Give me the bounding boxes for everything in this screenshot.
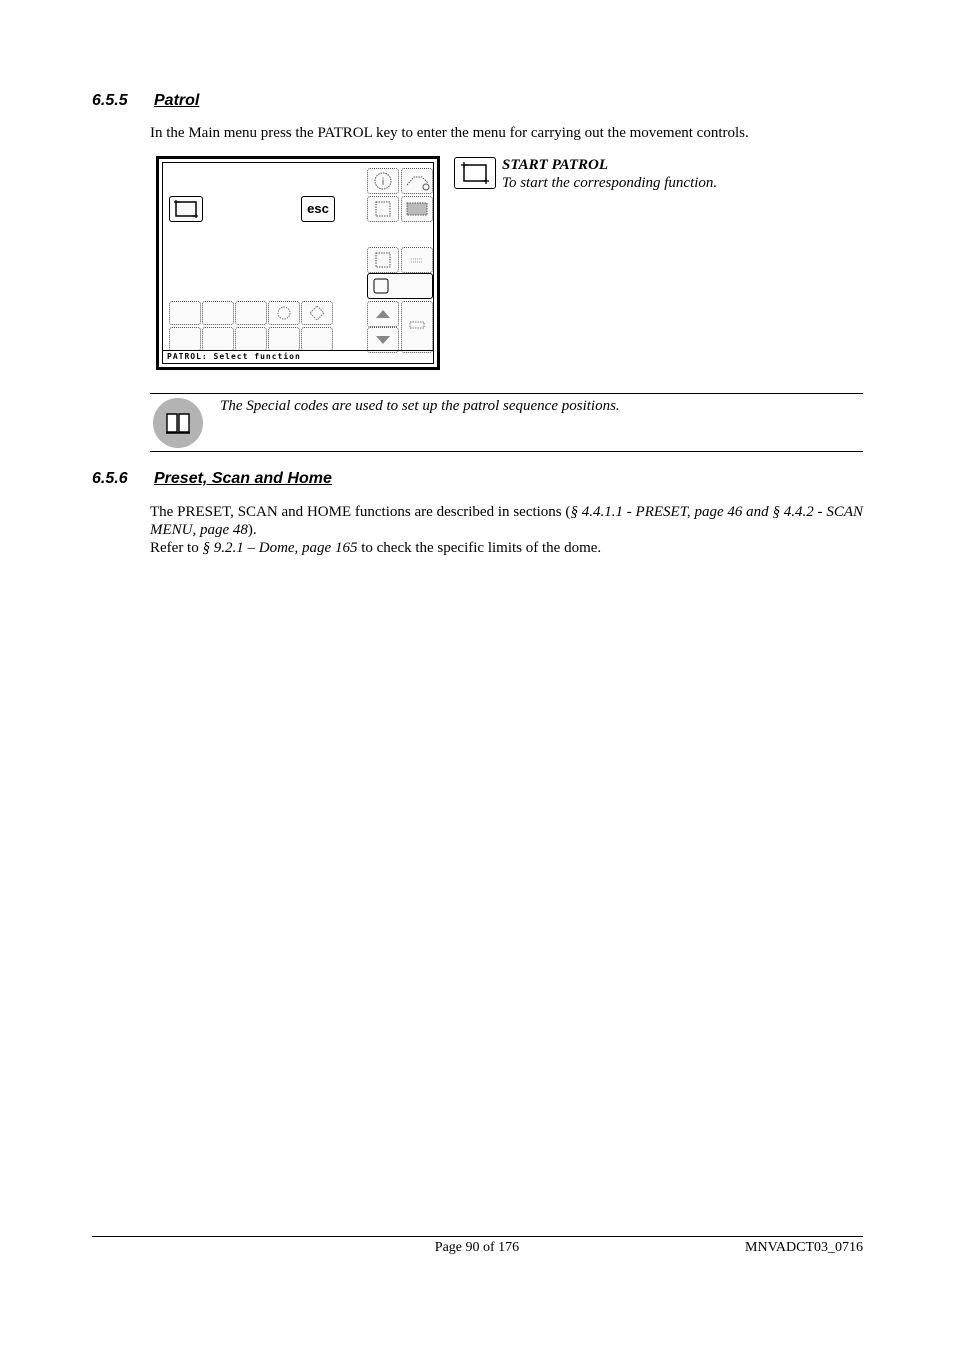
start-patrol-key xyxy=(454,157,496,189)
square-icon xyxy=(368,274,398,298)
enter-button[interactable] xyxy=(401,301,433,353)
enter-icon xyxy=(402,302,432,352)
section-title: Preset, Scan and Home xyxy=(154,470,332,487)
function-key-8[interactable] xyxy=(235,327,267,351)
dome-paragraph-text: Refer to xyxy=(150,540,203,556)
frame-icon xyxy=(368,248,398,272)
arrow-up-icon xyxy=(368,302,398,326)
page-number: Page 90 of 176 xyxy=(434,1240,520,1255)
preset-paragraph-end: ). xyxy=(247,522,257,538)
function-key-10[interactable] xyxy=(301,327,333,351)
page-icon xyxy=(368,197,398,221)
dome-paragraph-end: to check the specific limits of the dome. xyxy=(361,540,602,556)
diamond-icon xyxy=(302,302,332,324)
document-code: MNVADCT03_0716 xyxy=(745,1240,863,1255)
patrol-screen xyxy=(156,156,440,370)
section-heading-patrol xyxy=(92,92,199,110)
function-key-3[interactable] xyxy=(235,301,267,325)
function-key-9[interactable] xyxy=(268,327,300,351)
dome-reference: § 9.2.1 – Dome, page 165 xyxy=(202,540,362,556)
dome-paragraph xyxy=(150,539,863,557)
camera-icon xyxy=(402,169,432,193)
note-badge xyxy=(153,398,203,448)
info-button[interactable] xyxy=(367,168,399,194)
section-title: Patrol xyxy=(154,92,200,109)
keypad-icon xyxy=(402,248,432,272)
status-bar: PATROL: Select function xyxy=(167,352,301,361)
selection-field[interactable] xyxy=(367,273,433,299)
function-key-2[interactable] xyxy=(202,301,234,325)
function-key-5[interactable] xyxy=(301,301,333,325)
status-divider xyxy=(163,350,433,351)
note-top-rule xyxy=(150,393,863,394)
preset-paragraph xyxy=(150,503,863,539)
image-button[interactable] xyxy=(401,196,433,222)
patrol-button[interactable] xyxy=(169,196,203,222)
function-key-6[interactable] xyxy=(169,327,201,351)
svg-text:i: i xyxy=(381,177,385,188)
section-heading-preset xyxy=(92,470,332,488)
preset-paragraph-text: The PRESET, SCAN and HOME functions are described in sections ( xyxy=(150,504,571,520)
book-icon xyxy=(153,398,203,448)
start-patrol-title: START PATROL xyxy=(502,157,608,173)
function-key-1[interactable] xyxy=(169,301,201,325)
function-key-4[interactable] xyxy=(268,301,300,325)
info-icon xyxy=(368,169,398,193)
image-icon xyxy=(402,197,432,221)
patrol-icon xyxy=(455,158,495,188)
function-key-7[interactable] xyxy=(202,327,234,351)
up-arrow-button[interactable] xyxy=(367,301,399,327)
note-bottom-rule xyxy=(150,451,863,452)
start-patrol-description: To start the corresponding function. xyxy=(502,175,718,191)
footer-rule xyxy=(92,1236,863,1237)
camera-button[interactable] xyxy=(401,168,433,194)
esc-button[interactable]: esc xyxy=(301,196,335,222)
section-number: 6.5.6 xyxy=(92,470,128,487)
page-button[interactable] xyxy=(367,196,399,222)
patrol-intro: In the Main menu press the PATROL key to enter the menu for carrying out the movement controls. xyxy=(150,125,749,141)
target-icon xyxy=(269,302,299,324)
arrow-down-icon xyxy=(368,328,398,352)
patrol-icon xyxy=(170,197,202,221)
frame-button[interactable] xyxy=(367,247,399,273)
screen-display xyxy=(162,162,434,364)
preset-scan-reference: § 4.4.1.1 - PRESET, page 46 and § 4.4.2 - SCAN MENU, page 48 xyxy=(150,504,863,538)
note-text: The Special codes are used to set up the patrol sequence positions. xyxy=(220,398,620,414)
keypad-button[interactable] xyxy=(401,247,433,273)
section-number: 6.5.5 xyxy=(92,92,128,109)
